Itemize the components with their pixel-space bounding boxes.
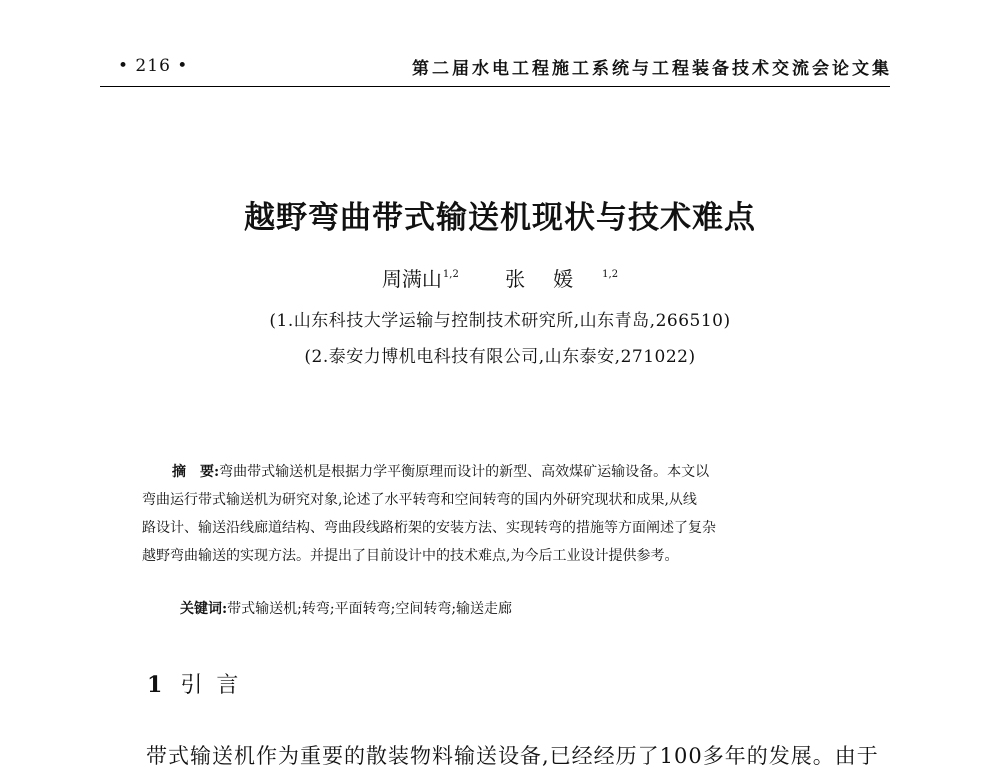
- abstract-line: 越野弯曲输送的实现方法。并提出了目前设计中的技术难点,为今后工业设计提供参考。: [142, 548, 679, 564]
- paper-title: 越野弯曲带式输送机现状与技术难点: [244, 200, 756, 236]
- author-name: 张媛: [505, 267, 602, 291]
- section-heading: [147, 668, 252, 699]
- author-affiliation-mark: 1,2: [442, 269, 459, 280]
- keywords-label: 关键词:: [180, 601, 228, 617]
- author-2: [505, 263, 618, 292]
- abstract-text: 弯曲带式输送机是根据力学平衡原理而设计的新型、高效煤矿运输设备。本文以: [219, 464, 710, 480]
- affiliation-1: (1.山东科技大学运输与控制技术研究所,山东青岛,266510): [269, 311, 731, 331]
- section-title: 引言: [180, 673, 253, 698]
- abstract: [142, 458, 854, 570]
- abstract-line: [142, 458, 854, 486]
- author-1: [382, 263, 459, 292]
- author-affiliation-mark: 1,2: [602, 269, 619, 280]
- author-list: [0, 263, 1000, 292]
- body-text-line: 带式输送机作为重要的散装物料输送设备,已经经历了100多年的发展。由于: [146, 744, 879, 768]
- page-number: • 216 •: [118, 56, 189, 76]
- author-name: 周满山: [381, 267, 442, 291]
- abstract-label: 摘 要:: [172, 464, 220, 480]
- abstract-line: 弯曲运行带式输送机为研究对象,论述了水平转弯和空间转弯的国内外研究现状和成果,从线: [142, 492, 697, 508]
- keywords-text: 带式输送机;转弯;平面转弯;空间转弯;输送走廊: [227, 601, 513, 617]
- keywords: [180, 598, 512, 618]
- abstract-line: 路设计、输送沿线廊道结构、弯曲段线路桁架的安装方法、实现转弯的措施等方面阐述了复杂: [142, 520, 716, 536]
- section-number: 1: [147, 672, 163, 698]
- header-rule: [100, 86, 890, 87]
- affiliation-2: (2.泰安力博机电科技有限公司,山东泰安,271022): [304, 347, 696, 367]
- running-header-title: 第二届水电工程施工系统与工程装备技术交流会论文集: [412, 59, 892, 79]
